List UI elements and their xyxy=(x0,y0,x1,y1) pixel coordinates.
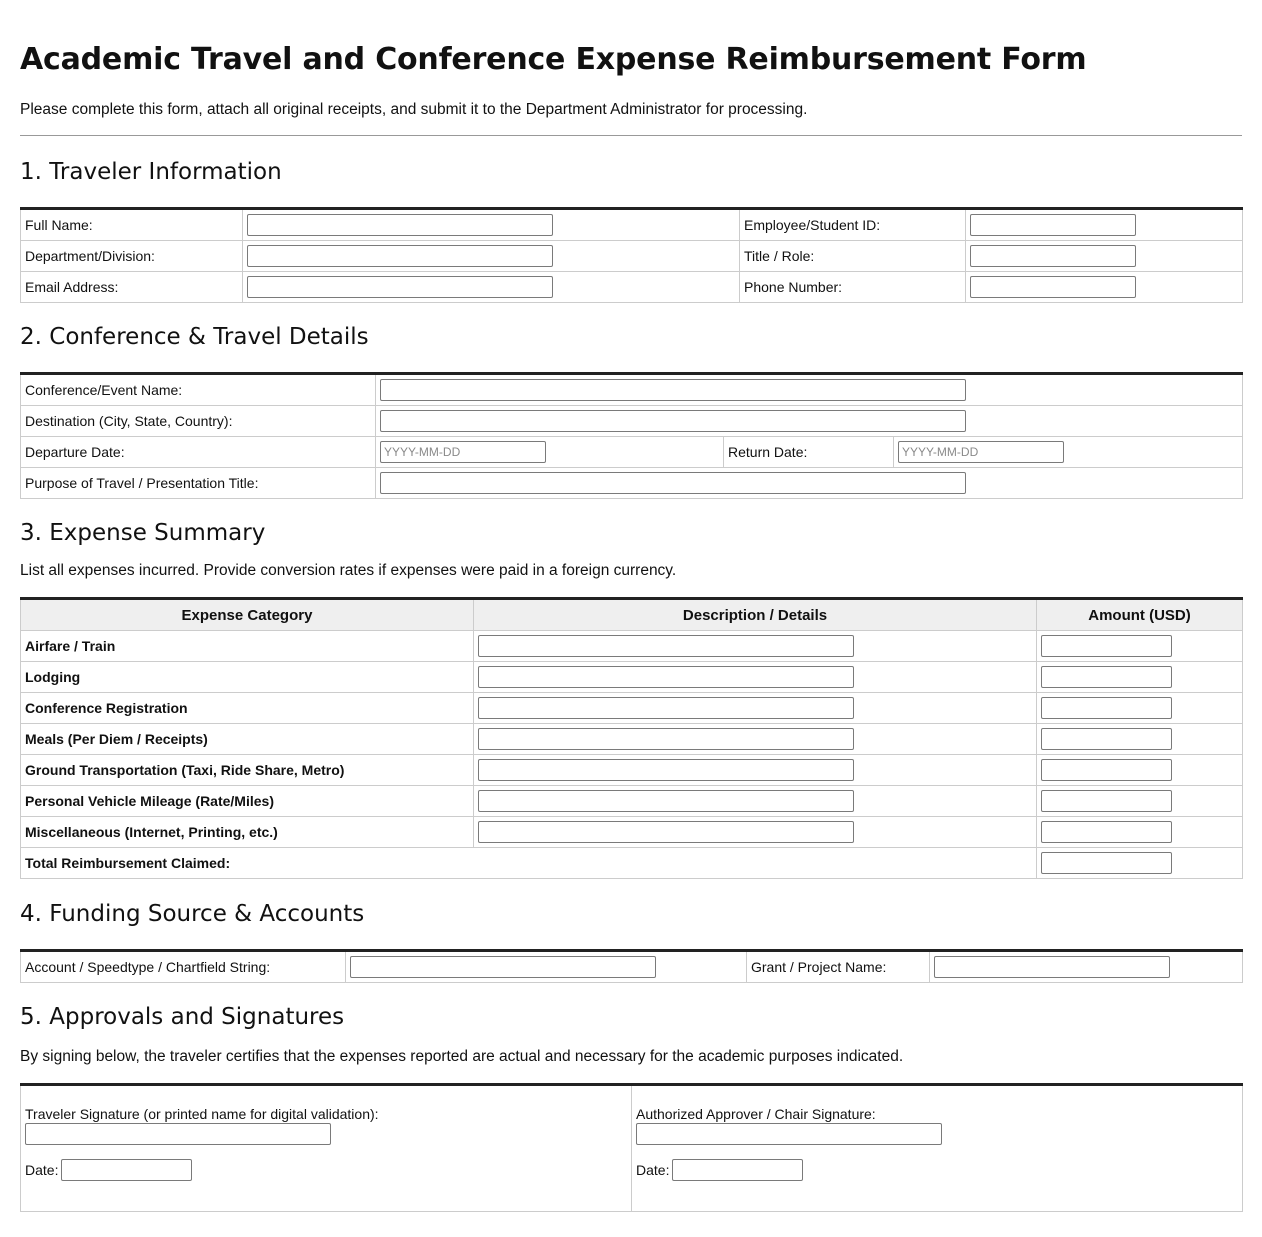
grant-label: Grant / Project Name: xyxy=(747,951,930,983)
total-reimbursement-input[interactable] xyxy=(1041,852,1172,874)
table-row xyxy=(21,817,1243,848)
approver-date-input[interactable] xyxy=(672,1159,803,1181)
expense-category-label: Lodging xyxy=(21,662,474,693)
total-reimbursement-label: Total Reimbursement Claimed: xyxy=(21,848,1037,879)
approver-date-group xyxy=(636,1159,1238,1181)
section-traveler-heading: 1. Traveler Information xyxy=(20,159,282,185)
conference-name-label: Conference/Event Name: xyxy=(21,374,376,406)
traveler-date-label: Date: xyxy=(25,1162,59,1178)
title-role-input[interactable] xyxy=(970,245,1136,267)
account-input[interactable] xyxy=(350,956,656,978)
column-header-category: Expense Category xyxy=(21,599,474,631)
conference-name-input[interactable] xyxy=(380,379,966,401)
section-funding-heading: 4. Funding Source & Accounts xyxy=(20,901,365,927)
approver-signature-label: Authorized Approver / Chair Signature: xyxy=(636,1106,876,1122)
expense-amount-input[interactable] xyxy=(1041,666,1172,688)
traveler-date-group xyxy=(25,1159,627,1181)
approver-signature-cell xyxy=(632,1085,1243,1212)
expense-instructions: List all expenses incurred. Provide conversion rates if expenses were paid in a foreign currency. xyxy=(20,562,677,579)
phone-label: Phone Number: xyxy=(740,272,966,303)
expense-description-input[interactable] xyxy=(478,821,854,843)
table-row xyxy=(21,786,1243,817)
expense-amount-input[interactable] xyxy=(1041,790,1172,812)
table-row xyxy=(21,1085,1243,1212)
traveler-signature-label: Traveler Signature (or printed name for digital validation): xyxy=(25,1106,379,1122)
return-date-label: Return Date: xyxy=(724,437,894,468)
table-row xyxy=(21,468,1243,499)
departure-date-input[interactable] xyxy=(380,441,546,463)
table-row xyxy=(21,374,1243,406)
table-row xyxy=(21,406,1243,437)
grant-input[interactable] xyxy=(934,956,1170,978)
table-row xyxy=(21,662,1243,693)
employee-id-input[interactable] xyxy=(970,214,1136,236)
table-row xyxy=(21,437,1243,468)
expense-category-label: Airfare / Train xyxy=(21,631,474,662)
phone-input[interactable] xyxy=(970,276,1136,298)
email-input[interactable] xyxy=(247,276,553,298)
approver-date-label: Date: xyxy=(636,1162,670,1178)
table-row xyxy=(21,272,1243,303)
table-row xyxy=(21,631,1243,662)
expense-amount-input[interactable] xyxy=(1041,697,1172,719)
title-divider xyxy=(20,135,1242,136)
traveler-info-table xyxy=(20,207,1243,303)
table-row xyxy=(21,951,1243,983)
expense-description-input[interactable] xyxy=(478,666,854,688)
table-row xyxy=(21,724,1243,755)
title-role-label: Title / Role: xyxy=(740,241,966,272)
form-instructions: Please complete this form, attach all original receipts, and submit it to the Department Administrator for processing. xyxy=(20,101,808,118)
traveler-signature-cell xyxy=(21,1085,632,1212)
full-name-input[interactable] xyxy=(247,214,553,236)
expense-amount-input[interactable] xyxy=(1041,821,1172,843)
purpose-label: Purpose of Travel / Presentation Title: xyxy=(21,468,376,499)
expense-description-input[interactable] xyxy=(478,635,854,657)
account-label: Account / Speedtype / Chartfield String: xyxy=(21,951,346,983)
expense-description-input[interactable] xyxy=(478,790,854,812)
expense-description-input[interactable] xyxy=(478,697,854,719)
approver-signature-input[interactable] xyxy=(636,1123,942,1145)
section-approvals-heading: 5. Approvals and Signatures xyxy=(20,1004,345,1030)
traveler-date-input[interactable] xyxy=(61,1159,192,1181)
expense-amount-input[interactable] xyxy=(1041,635,1172,657)
expense-amount-input[interactable] xyxy=(1041,759,1172,781)
form-title: Academic Travel and Conference Expense Reimbursement Form xyxy=(20,42,1087,77)
column-header-description: Description / Details xyxy=(474,599,1037,631)
full-name-label: Full Name: xyxy=(21,209,243,241)
expense-category-label: Miscellaneous (Internet, Printing, etc.) xyxy=(21,817,474,848)
column-header-amount: Amount (USD) xyxy=(1037,599,1243,631)
signatures-table xyxy=(20,1083,1243,1212)
table-row xyxy=(21,209,1243,241)
traveler-signature-input[interactable] xyxy=(25,1123,331,1145)
table-row xyxy=(21,755,1243,786)
certification-statement: By signing below, the traveler certifies that the expenses reported are actual and necessary for the academic purposes indicated. xyxy=(20,1048,904,1065)
purpose-input[interactable] xyxy=(380,472,966,494)
expense-category-label: Ground Transportation (Taxi, Ride Share, Metro) xyxy=(21,755,474,786)
destination-input[interactable] xyxy=(380,410,966,432)
expense-category-label: Personal Vehicle Mileage (Rate/Miles) xyxy=(21,786,474,817)
employee-id-label: Employee/Student ID: xyxy=(740,209,966,241)
expense-description-input[interactable] xyxy=(478,759,854,781)
expense-description-input[interactable] xyxy=(478,728,854,750)
table-row xyxy=(21,693,1243,724)
department-input[interactable] xyxy=(247,245,553,267)
email-label: Email Address: xyxy=(21,272,243,303)
table-row xyxy=(21,241,1243,272)
return-date-input[interactable] xyxy=(898,441,1064,463)
expense-amount-input[interactable] xyxy=(1041,728,1172,750)
destination-label: Destination (City, State, Country): xyxy=(21,406,376,437)
funding-table xyxy=(20,949,1243,983)
conference-details-table xyxy=(20,372,1243,499)
section-conference-heading: 2. Conference & Travel Details xyxy=(20,324,369,350)
expense-category-label: Meals (Per Diem / Receipts) xyxy=(21,724,474,755)
departure-date-label: Departure Date: xyxy=(21,437,376,468)
department-label: Department/Division: xyxy=(21,241,243,272)
section-expense-heading: 3. Expense Summary xyxy=(20,520,266,546)
table-header-row xyxy=(21,599,1243,631)
expense-summary-table xyxy=(20,597,1243,879)
expense-category-label: Conference Registration xyxy=(21,693,474,724)
total-row xyxy=(21,848,1243,879)
